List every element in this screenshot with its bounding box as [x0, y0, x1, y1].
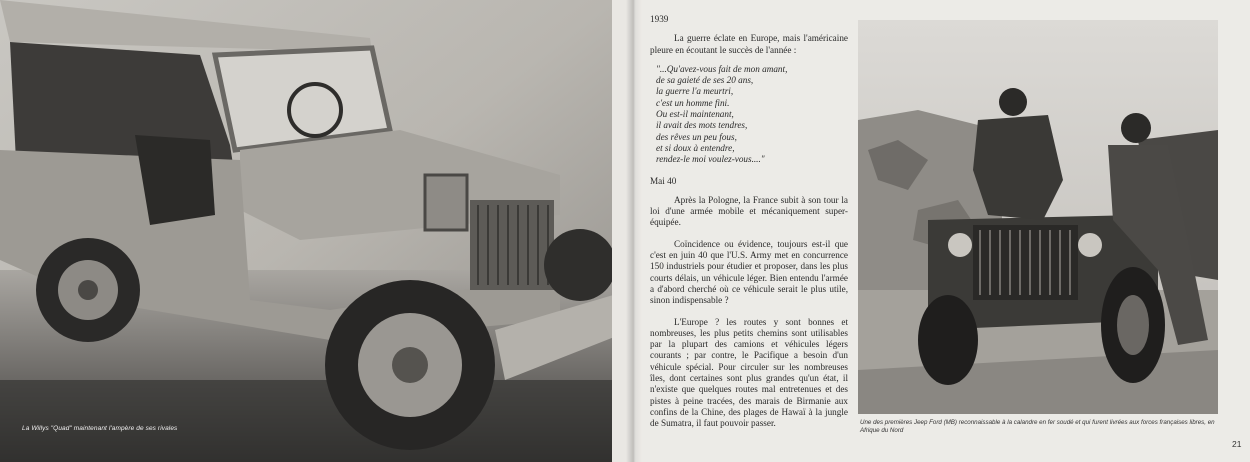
verse-line: il avait des mots tendres, [656, 120, 748, 131]
verse-line: rendez-le moi voulez-vous...." [656, 154, 765, 165]
ford-jeep-photo [858, 20, 1218, 414]
date-heading: Mai 40 [650, 175, 677, 186]
intro-paragraph: La guerre éclate en Europe, mais l'américaine pleure en écoutant le succès de l'année : [650, 33, 848, 55]
body-paragraph: Après la Pologne, la France subit à son tour la loi d'une armée mobile et mécaniquement super-équipée. [650, 194, 848, 228]
body-paragraph: Coïncidence ou évidence, toujours est-il que c'est en juin 40 que l'U.S. Army met en concurrence 150 industriels pour étudier et proposer, dans les plus courts délais, un véhicule léger. Bien entendu l'armée a d'abord cherché où ce véhicule serait le plus utile, sinon indispensable ? [650, 238, 848, 306]
page-number: 21 [1232, 439, 1242, 449]
verse-line: "...Qu'avez-vous fait de mon amant, [656, 63, 788, 74]
song-verse [656, 64, 848, 166]
verse-line: Ou est-il maintenant, [656, 109, 734, 120]
verse-line: c'est un homme fini. [656, 97, 730, 108]
verse-line: et si doux à entendre, [656, 142, 735, 153]
verse-line: de sa gaieté de ses 20 ans, [656, 75, 754, 86]
verse-line: la guerre l'a meurtri, [656, 86, 734, 97]
verse-line: des rêves un peu fous, [656, 131, 737, 142]
right-photo-caption: Une des premières Jeep Ford (MB) reconnaissable à la calandre en fer soudé et qui furent livrées aux forces françaises libres, en Afrique du Nord [860, 419, 1215, 434]
left-photo-caption: La Willys "Quad" maintenant l'ampère de ses rivales [22, 425, 178, 432]
body-paragraph: L'Europe ? les routes y sont bonnes et nombreuses, les plus petits chemins sont utilisables par la plupart des camions et véhicules légers courants ; par contre, le Pacifique a besoin d'un véhicule spécial. Pour circuler sur les nombreuses îles, dont certaines sont plus grandes qu'un état, il n'existe que quelques routes mal entretenues et des pistes à peine tracées, des marais de Birmanie aux confins de la Chine, des plages de Hawaï à la jungle de Sumatra, il faut pouvoir passer. [650, 316, 848, 429]
willys-quad-photo [0, 0, 612, 462]
book-gutter [626, 0, 642, 462]
article-text [650, 14, 848, 430]
year-heading: 1939 [650, 14, 669, 24]
